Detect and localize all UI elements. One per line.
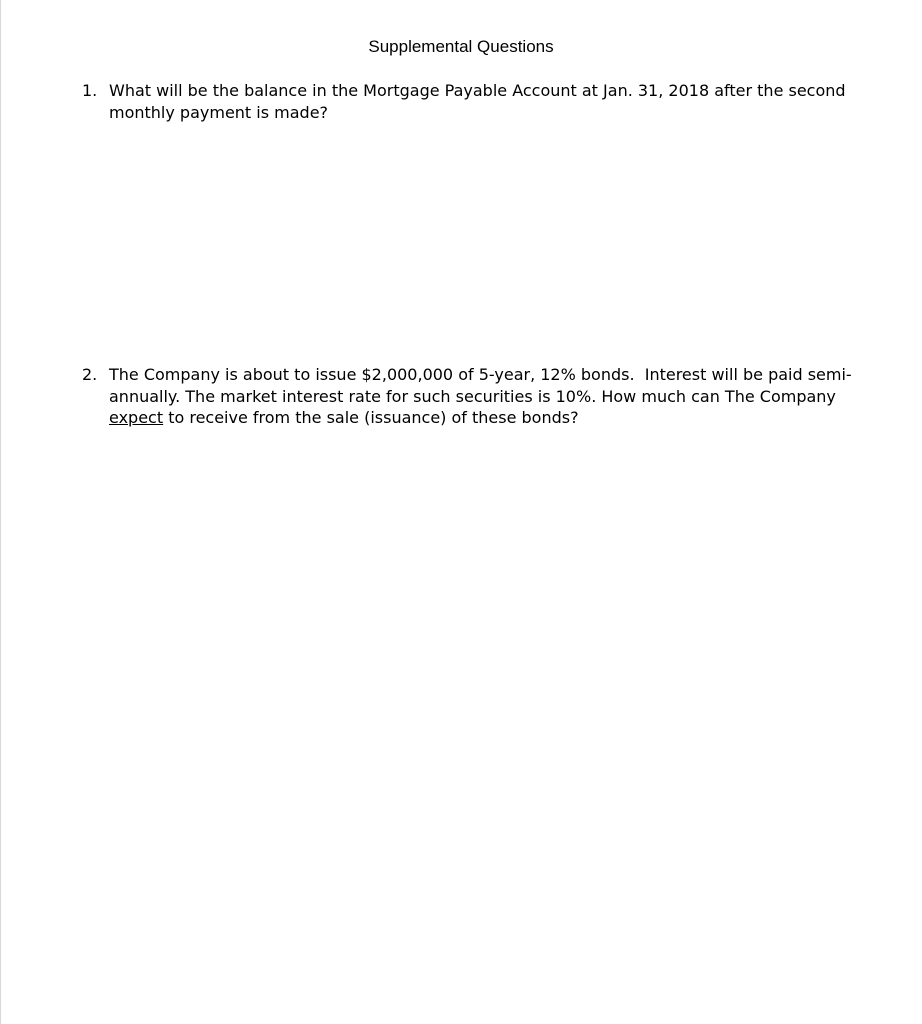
page-edge (0, 0, 1, 1024)
question-line: The Company is about to issue $2,000,000 of 5-year, 12% bonds. Interest will be paid semi- (109, 365, 852, 384)
question-number: 1. (82, 81, 98, 100)
question-line: What will be the balance in the Mortgage Payable Account at Jan. 31, 2018 after the second (109, 81, 846, 100)
question-line (109, 407, 862, 429)
question-2 (82, 364, 862, 429)
question-line: annually. The market interest rate for such securities is 10%. How much can The Company (109, 386, 836, 406)
question-1 (82, 80, 862, 123)
emphasized-word: expect (109, 408, 164, 427)
question-line-rest: to receive from the sale (issuance) of these bonds? (163, 408, 579, 427)
question-text (109, 80, 862, 123)
question-text (109, 364, 862, 429)
page-title: Supplemental Questions (368, 37, 554, 56)
question-number: 2. (82, 365, 98, 384)
question-line: monthly payment is made? (109, 102, 329, 122)
